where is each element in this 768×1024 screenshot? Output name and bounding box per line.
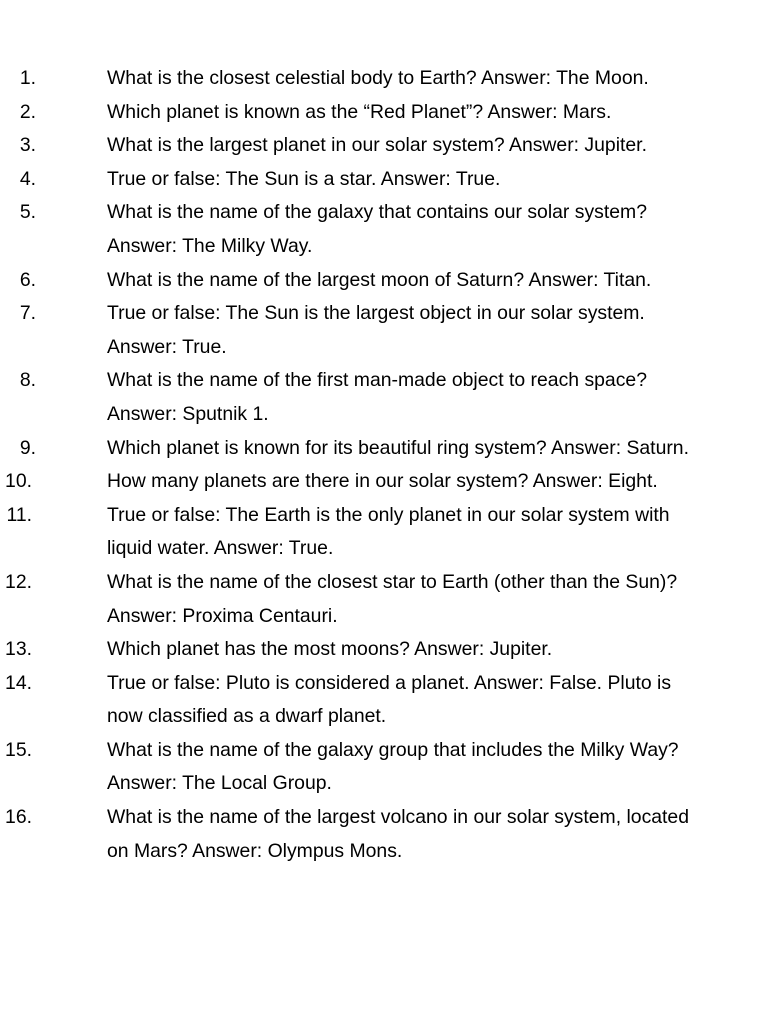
item-number: 5. (19, 201, 36, 224)
list-item (0, 499, 697, 566)
item-number: 8. (19, 369, 36, 392)
item-text: What is the name of the largest volcano in our solar system, located on Mars? Answer: Olympus Mons. (107, 806, 690, 862)
item-text: How many planets are there in our solar system? Answer: Eight. (107, 470, 658, 493)
item-number: 2. (19, 100, 36, 123)
item-text: What is the name of the galaxy that contains our solar system? Answer: The Milky Way. (107, 201, 647, 257)
list-item (0, 129, 697, 163)
list-item (0, 432, 697, 466)
item-number: 9. (19, 436, 36, 459)
list-item (0, 163, 697, 197)
list-item (0, 465, 697, 499)
item-number: 12. (5, 570, 32, 593)
list-item (0, 264, 697, 298)
item-text: True or false: The Sun is the largest object in our solar system. Answer: True. (107, 302, 645, 358)
item-text: Which planet has the most moons? Answer: Jupiter. (107, 638, 553, 661)
list-item (0, 62, 697, 96)
item-text: Which planet is known for its beautiful ring system? Answer: Saturn. (107, 436, 689, 459)
item-number: 15. (5, 738, 32, 761)
item-number: 11. (6, 503, 32, 526)
list-item (0, 801, 697, 868)
list-item (0, 364, 697, 431)
item-number: 10. (5, 470, 32, 493)
item-number: 13. (5, 638, 32, 661)
item-text: What is the name of the galaxy group that includes the Milky Way? Answer: The Local Group. (107, 738, 679, 795)
item-number: 1. (19, 67, 36, 89)
list-item (0, 734, 697, 801)
item-text: True or false: Pluto is considered a planet. Answer: False. Pluto is now classified as a dwarf planet. (107, 671, 672, 728)
list-item (0, 196, 697, 263)
item-number: 7. (19, 302, 36, 325)
item-number: 4. (19, 167, 36, 190)
item-text: True or false: The Earth is the only planet in our solar system with liquid water. Answer: True. (107, 503, 670, 560)
list-item (0, 297, 697, 364)
item-text: What is the name of the closest star to Earth (other than the Sun)? Answer: Proxima Centauri. (107, 570, 678, 627)
item-number: 6. (19, 268, 36, 291)
item-text: What is the closest celestial body to Earth? Answer: The Moon. (107, 67, 649, 89)
item-number: 16. (5, 806, 32, 829)
list-item (0, 566, 697, 633)
item-text: What is the name of the largest moon of Saturn? Answer: Titan. (107, 268, 652, 291)
item-text: Which planet is known as the “Red Planet”? Answer: Mars. (107, 100, 612, 123)
item-text: True or false: The Sun is a star. Answer: True. (107, 167, 501, 190)
item-text: What is the name of the first man-made object to reach space? Answer: Sputnik 1. (107, 369, 647, 425)
list-item (0, 667, 697, 734)
question-list (0, 62, 768, 868)
item-number: 14. (5, 671, 32, 694)
item-number: 3. (19, 134, 36, 157)
list-item (0, 633, 697, 667)
item-text: What is the largest planet in our solar system? Answer: Jupiter. (107, 134, 647, 157)
list-item (0, 96, 697, 130)
